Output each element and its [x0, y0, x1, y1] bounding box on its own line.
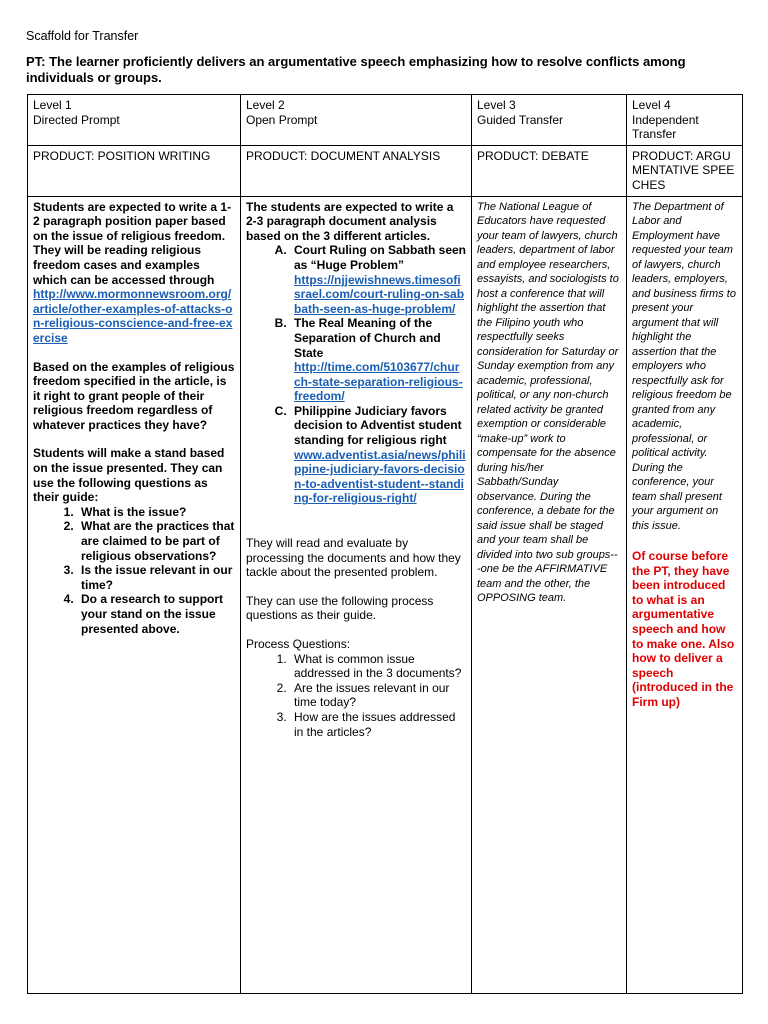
col1-intro: Students are expected to write a 1-2 paragraph position paper based on the issue of religious freedom. They will be reading religious freedom cases and examples which can be accessed through: [33, 199, 232, 287]
article-link[interactable]: www.adventist.asia/news/philippine-judiciary-favors-decision-to-adventist-student--standing-for-religious-right/: [294, 447, 466, 506]
col1-question: Based on the examples of religious freedom specified in the article, is it right to grant people of their religious freedom regardless of whatever practices they have?: [33, 359, 235, 432]
level-2-header: Level 2 Open Prompt: [241, 95, 472, 146]
product-4: PRODUCT: ARGUMENTATIVE SPEECHES: [627, 145, 743, 196]
list-item: 2. Are the issues relevant in our time today?: [290, 681, 466, 710]
level-4-header: Level 4 Independent Transfer: [627, 95, 743, 146]
col2-process-intro: They can use the following process questions as their guide.: [246, 593, 434, 623]
article-list: [246, 243, 466, 506]
article-link[interactable]: http://time.com/5103677/church-state-separation-religious-freedom/: [294, 360, 463, 404]
list-item: 3. How are the issues addressed in the articles?: [290, 710, 466, 739]
list-item: 3. Is the issue relevant in our time?: [77, 563, 235, 592]
col3-scenario: The National League of Educators have requested your team of lawyers, church leaders, department of labor and employee researchers, essayists, and sociologists to host a conference that will highlight the assertion that the Filipino youth who respectfully seeks consideration for Saturday or Sunday exemption from any academic, professional, political, or any non-church related activity be granted exemption or considerable “make-up” work to compensate for the absence during his/her Sabbath/Sunday observance. During the conference, a debate for the said issue shall be staged and your team shall be divided into two sub groups---one be the AFFIRMATIVE team and the other, the OPPOSING team.: [477, 200, 619, 605]
level-1-header: Level 1 Directed Prompt: [28, 95, 241, 146]
article-link[interactable]: https://njjewishnews.timesofisrael.com/court-ruling-on-sabbath-seen-as-huge-problem/: [294, 272, 465, 316]
col2-process-label: Process Questions:: [246, 637, 351, 651]
level-4-content: [627, 196, 743, 993]
list-item: 1. What is common issue addressed in the 3 documents?: [290, 652, 466, 681]
level-3-header: Level 3 Guided Transfer: [472, 95, 627, 146]
list-item: 1. What is the issue?: [77, 505, 235, 520]
level-1-content: [28, 196, 241, 993]
list-item: A. Court Ruling on Sabbath seen as “Huge Problem” https://njjewishnews.timesofisrael.com/court-ruling-on-sabbath-seen-as-huge-problem/: [290, 243, 466, 316]
page-title: Scaffold for Transfer: [26, 29, 139, 43]
level-3-content: [472, 196, 627, 993]
list-item: 2. What are the practices that are claimed to be part of religious observations?: [77, 519, 235, 563]
scaffold-table: [27, 94, 743, 994]
product-1: PRODUCT: POSITION WRITING: [28, 145, 241, 196]
col2-evaluate: They will read and evaluate by processing the documents and how they tackle about the presented problem.: [246, 536, 461, 580]
col4-scenario: The Department of Labor and Employment have requested your team of lawyers, church leaders, employers, and business firms to present your argument that will highlight the assertion that the employers who respectfully ask for religious freedom be granted from any academic, professional, or political activity. During the conference, your team shall present your argument on this issue.: [632, 200, 736, 532]
list-item: B. The Real Meaning of the Separation of Church and State http://time.com/5103677/church-state-separation-religious-freedom/: [290, 316, 466, 404]
process-question-list: [246, 652, 466, 740]
col1-link[interactable]: http://www.mormonnewsroom.org/article/other-examples-of-attacks-on-religious-conscience-and-free-exercise: [33, 287, 233, 345]
col1-question-list: [33, 505, 235, 636]
content-row: [28, 196, 743, 993]
col4-note: Of course before the PT, they have been introduced to what is an argumentative speech and how to make one. Also how to deliver a speech (introduced in the Firm up): [632, 549, 735, 709]
list-item: 4. Do a research to support your stand on the issue presented above.: [77, 592, 235, 636]
level-2-content: [241, 196, 472, 993]
product-3: PRODUCT: DEBATE: [472, 145, 627, 196]
col2-intro: The students are expected to write a 2-3 paragraph document analysis based on the 3 different articles.: [246, 199, 454, 243]
list-item: C. Philippine Judiciary favors decision to Adventist student standing for religious right www.adventist.asia/news/philippine-judiciary-favors-decision-to-adventist-student--standing-for-religious-right/: [290, 404, 466, 506]
product-row: [28, 145, 743, 196]
col1-stand: Students will make a stand based on the issue presented. They can use the following questions as their guide:: [33, 446, 225, 505]
level-header-row: [28, 95, 743, 146]
performance-task-statement: PT: The learner proficiently delivers an argumentative speech emphasizing how to resolve conflicts among individuals or groups.: [26, 54, 686, 85]
product-2: PRODUCT: DOCUMENT ANALYSIS: [241, 145, 472, 196]
